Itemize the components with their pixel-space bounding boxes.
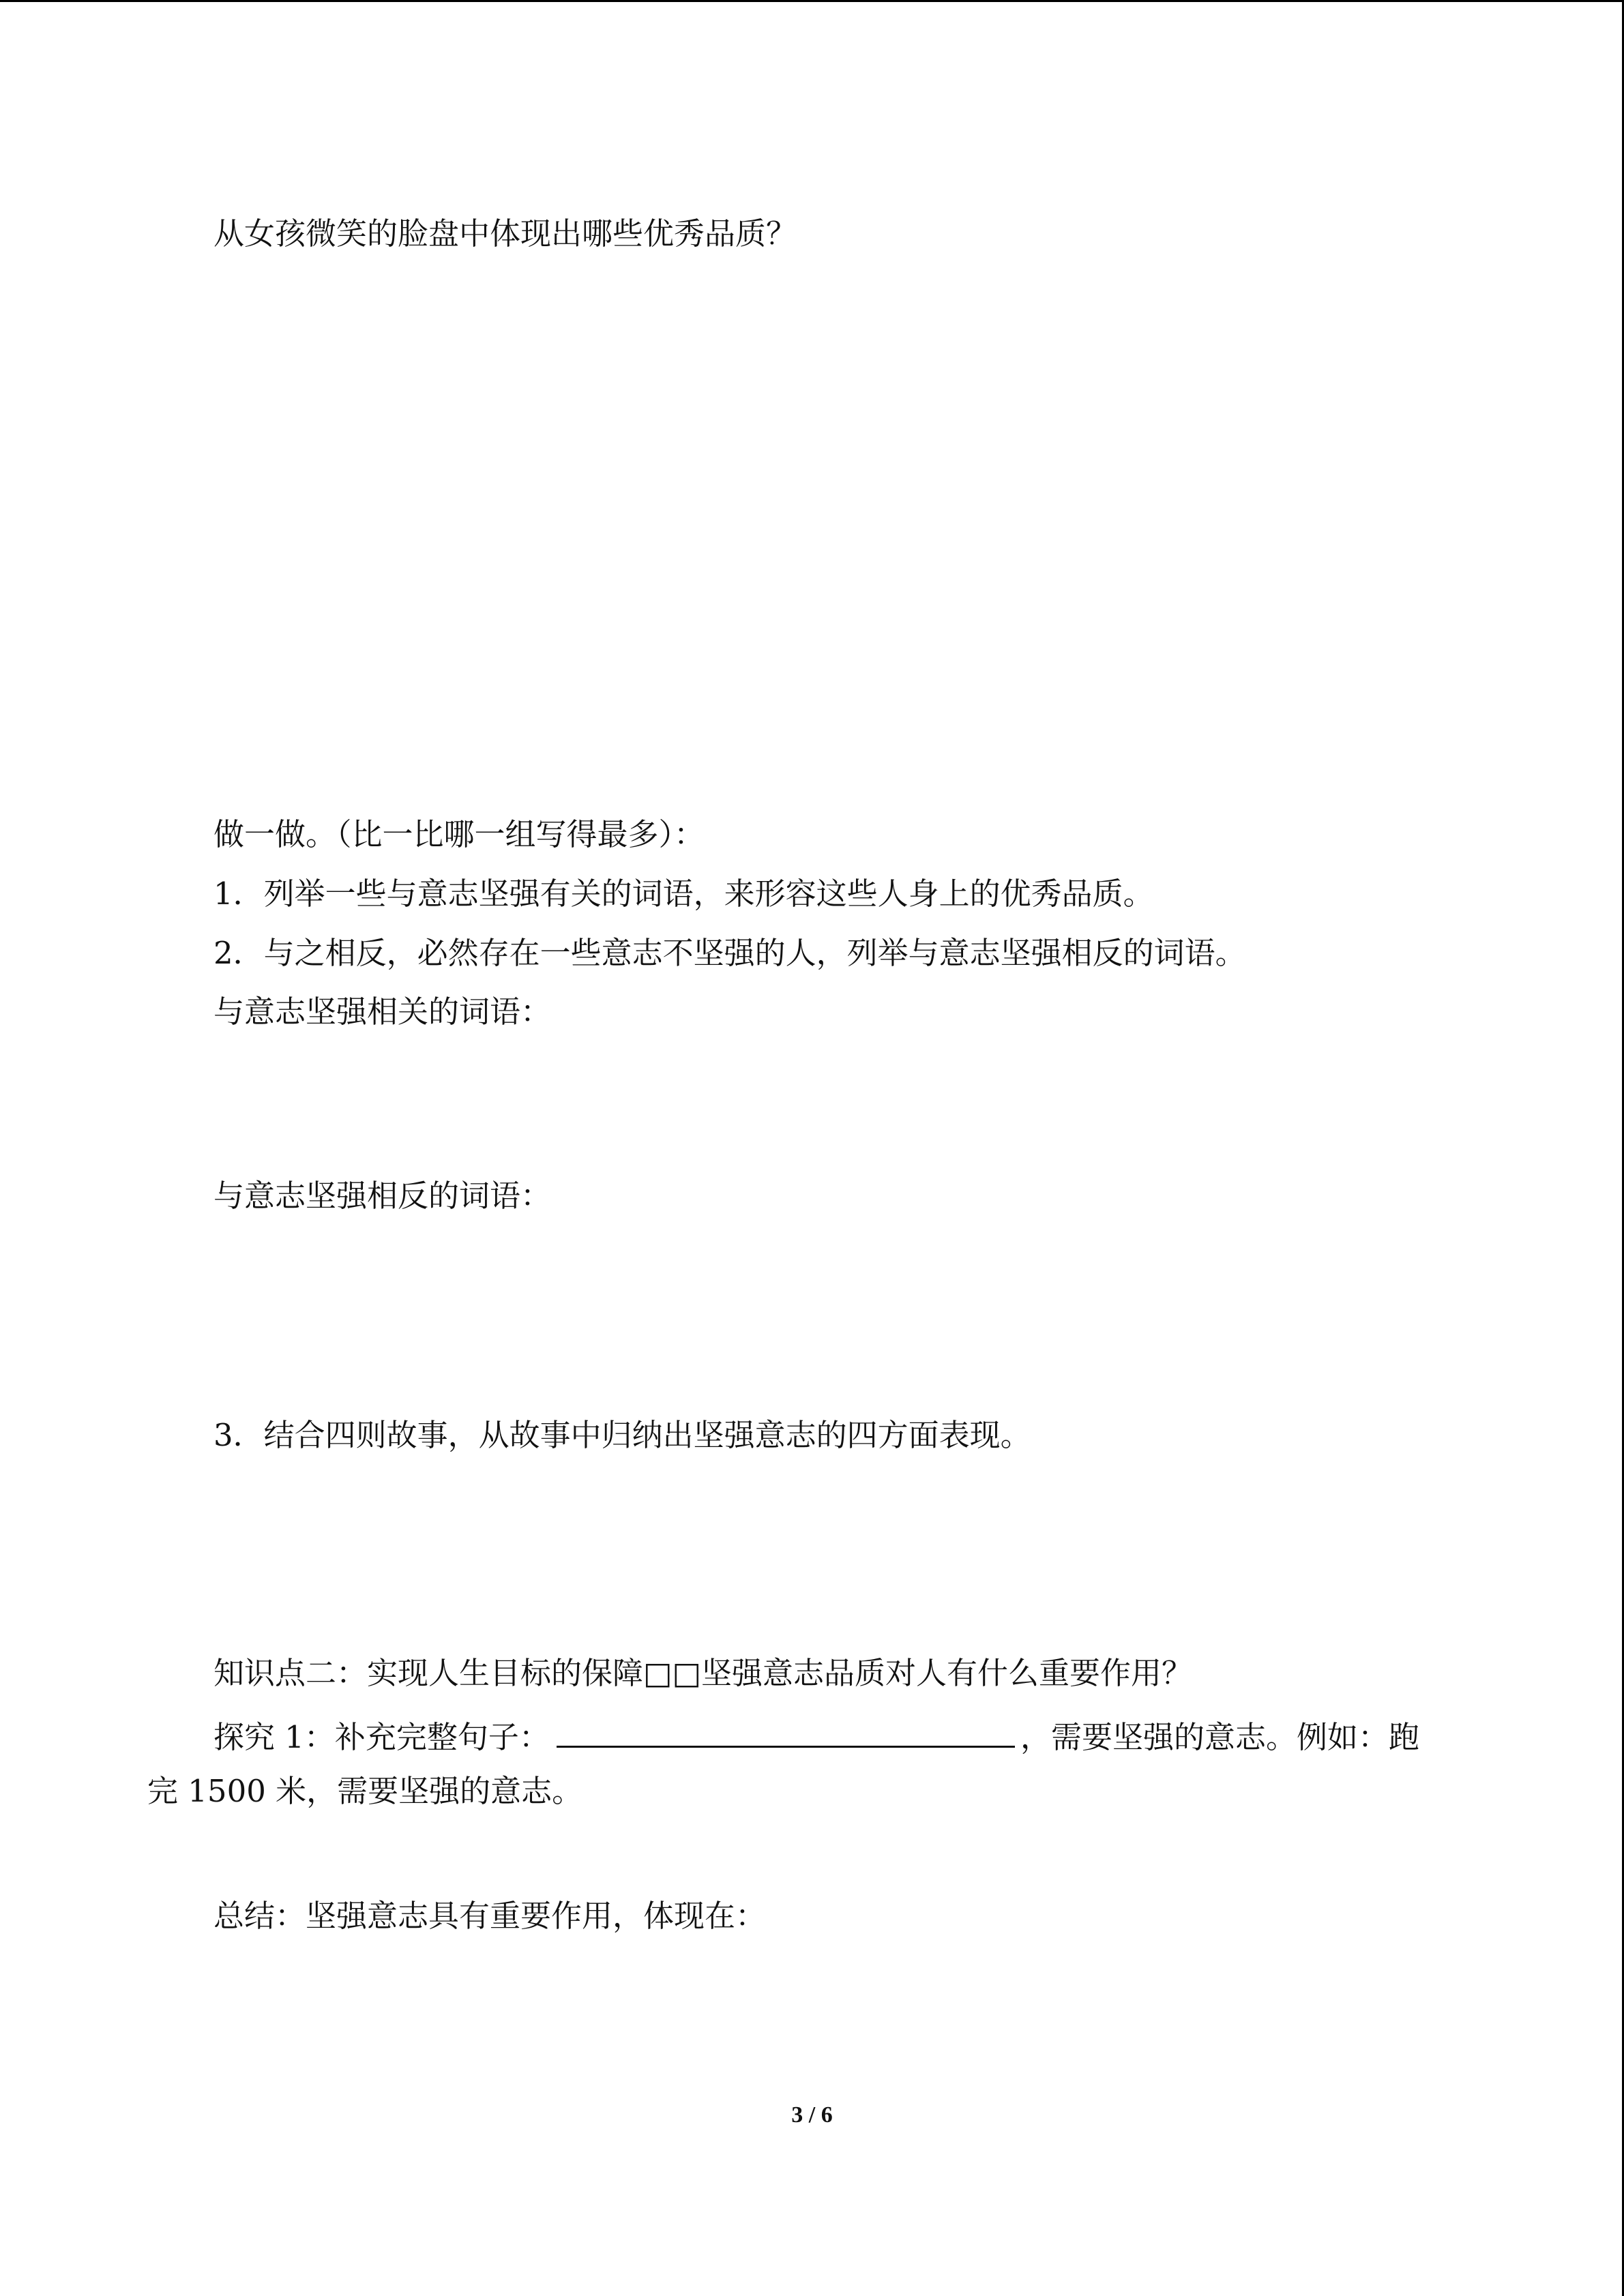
activity-item-3: 3．结合四则故事，从故事中归纳出坚强意志的四方面表现。 [213, 1417, 1031, 1453]
top-border-line [0, 0, 1624, 2]
summary-line: 总结：坚强意志具有重要作用，体现在： [213, 1898, 767, 1934]
explore-prefix: 探究 1：补充完整句子： [213, 1719, 550, 1755]
activity-item-1: 1．列举一些与意志坚强有关的词语，来形容这些人身上的优秀品质。 [213, 876, 1154, 912]
question-smile-qualities: 从女孩微笑的脸盘中体现出哪些优秀品质？ [213, 215, 797, 252]
explore-continuation: 完 1500 米，需要坚强的意志。 [147, 1773, 583, 1809]
fill-in-blank[interactable] [557, 1714, 1015, 1748]
activity-item-2: 2．与之相反，必然存在一些意志不坚强的人，列举与意志坚强相反的词语。 [213, 935, 1246, 971]
explore-sentence [213, 1714, 1419, 1756]
activity-title: 做一做。（比一比哪一组写得最多）： [213, 816, 705, 852]
explore-suffix: ，需要坚强的意志。例如：跑 [1020, 1719, 1419, 1755]
page-number: 3 / 6 [791, 2102, 833, 2128]
related-words-label: 与意志坚强相关的词语： [213, 994, 552, 1030]
knowledge-point-two: 知识点二：实现人生目标的保障□□坚强意志品质对人有什么重要作用？ [213, 1655, 1193, 1691]
opposite-words-label: 与意志坚强相反的词语： [213, 1178, 552, 1214]
